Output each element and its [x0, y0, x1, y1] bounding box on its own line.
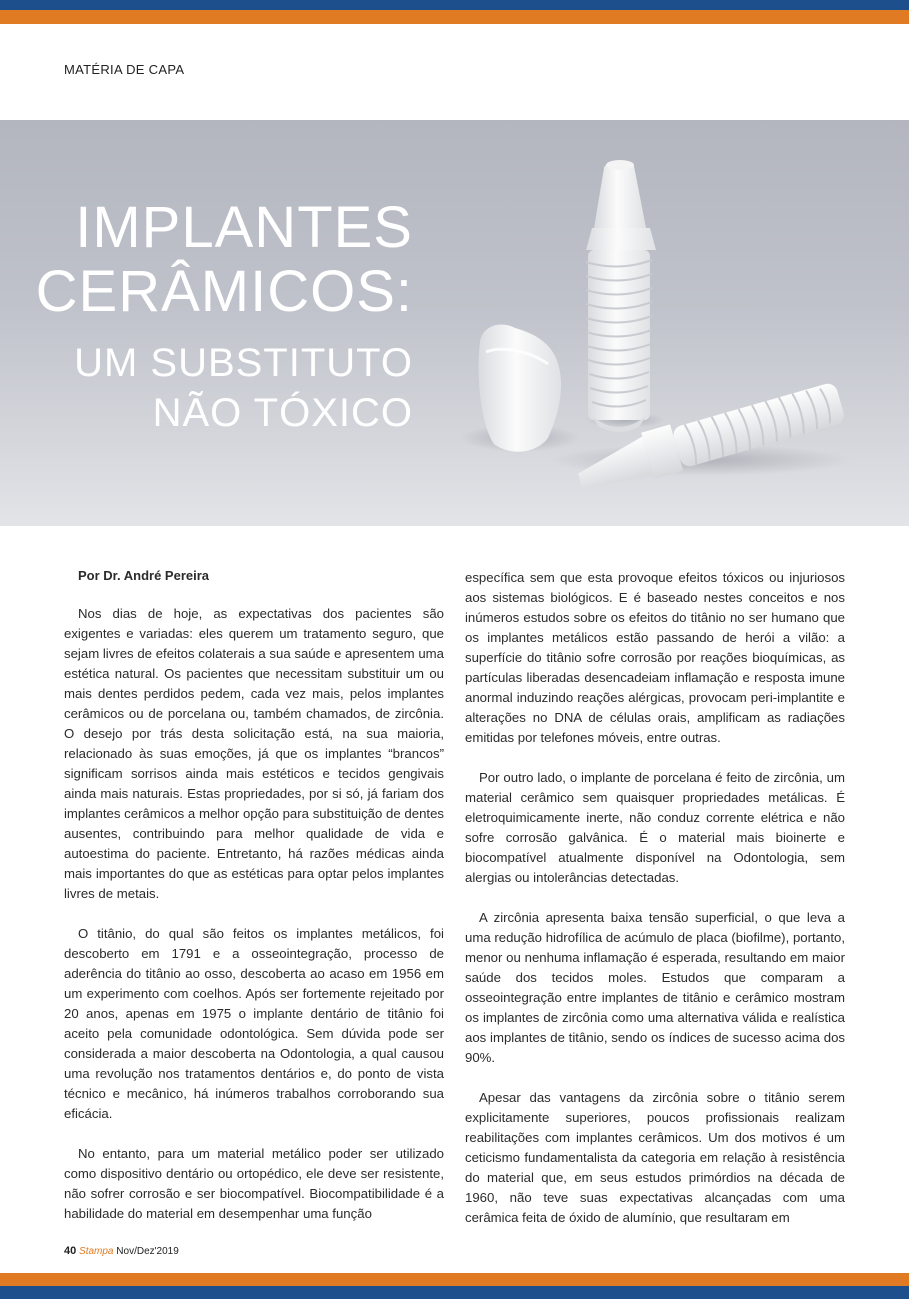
- paragraph: No entanto, para um material metálico poder ser utilizado como dispositivo dentário ou ortopédico, ele deve ser resistente, não sofrer corrosão e ser biocompatível. Biocompatibilidade é a habilidade do material em desempenhar uma função: [64, 1146, 444, 1221]
- article-column-right: [465, 568, 845, 1248]
- section-label: MATÉRIA DE CAPA: [64, 62, 185, 77]
- paragraph: Por outro lado, o implante de porcelana é feito de zircônia, um material cerâmico sem quaisquer propriedades metálicas. É eletroquimicamente inerte, não conduz corrente elétrica e não sofre corrosão galvânica. É o material mais bioinerte e biocompatível atualmente disponível na Odontologia, sem alergias ou intolerâncias detectadas.: [465, 770, 845, 885]
- title-line-2: CERÂMICOS:: [35, 259, 413, 324]
- issue-date: Nov/Dez'2019: [116, 1246, 179, 1257]
- magazine-brand: Stampa: [79, 1246, 114, 1257]
- subtitle-line-2: NÃO TÓXICO: [152, 391, 413, 435]
- title-line-1: IMPLANTES: [75, 195, 413, 260]
- paragraph: Nos dias de hoje, as expectativas dos pacientes são exigentes e variadas: eles querem um tratamento seguro, que sejam livres de efeitos colaterais a sua saúde e apresentem uma estética natural. Os pacientes que necessitam substituir um ou mais dentes perdidos pedem, cada vez mais, pelos implantes cerâmicos ou de porcelana ou, também chamados, de zircônia. O desejo por trás desta solicitação está, na sua maioria, relacionado às suas emoções, já que os implantes “brancos” significam sorrisos ainda mais estéticos e tecidos gengivais ainda mais naturais. Estas propriedades, por si só, já fariam dos implantes cerâmicos a melhor opção para substituição de dentes ausentes, contribuindo para melhor qualidade de vida e autoestima do paciente. Entretanto, há razões médicas ainda mais importantes do que as estéticas para optar pelos implantes livres de metais.: [64, 606, 444, 901]
- paragraph: O titânio, do qual são feitos os implantes metálicos, foi descoberto em 1791 e a osseointegração, processo de aderência do titânio ao osso, descoberta ao acaso em 1956 em um experimento com coelhos. Após ser fortemente rejeitado por 20 anos, apenas em 1975 o implante dentário de titânio foi aceito pela comunidade odontológica. Sem dúvida pode ser considerada a maior descoberta na Odontologia, a qual causou uma revolução nos tratamentos dentários e, do ponto de vista técnico e mecânico, há inúmeros trabalhos corroborando sua eficácia.: [64, 926, 444, 1121]
- page-footer: [64, 1245, 179, 1257]
- bottom-orange-bar: [0, 1273, 909, 1286]
- article-column-left: [64, 566, 444, 1244]
- byline: Por Dr. André Pereira: [78, 568, 210, 583]
- paragraph: A zircônia apresenta baixa tensão superficial, o que leva a uma redução hidrofílica de acúmulo de placa (biofilme), portanto, menor ou nenhuma inflamação é esperada, resultando em maior saúde dos tecidos moles. Estudos que comparam a osseointegração entre implantes de titânio e cerâmico mostram os implantes de zircônia como uma alternativa válida e realística aos implantes de titânio, sendo os índices de sucesso acima dos 90%.: [465, 910, 845, 1065]
- paragraph-continuation: específica sem que esta provoque efeitos tóxicos ou injuriosos aos sistemas biológicos. E é baseado nestes conceitos e nos inúmeros estudos sobre os efeitos do titânio no ser humano que os implantes metálicos estão passando de herói a vilão: a superfície do titânio sofre corrosão por reações bioquímicas, as partículas liberadas desencadeiam inflamação e resposta imune anormal induzindo reações alérgicas, provocam peri-implantite e alterações no DNA de células orais, amplificam as radiações emitidas por telefones móveis, entre outras.: [465, 570, 845, 745]
- subtitle-line-1: UM SUBSTITUTO: [74, 341, 413, 385]
- paragraph: Apesar das vantagens da zircônia sobre o titânio serem explicitamente superiores, poucos profissionais realizam reabilitações com implantes cerâmicos. Um dos motivos é um ceticismo fundamentalista da categoria em relação à resistência do material que, em seus estudos primórdios na década de 1960, não teve suas expectativas alcançadas com uma cerâmica feita de óxido de alumínio, que resultaram em: [465, 1090, 845, 1225]
- top-orange-bar: [0, 10, 909, 24]
- page-number: 40: [64, 1245, 77, 1257]
- hero-banner: [0, 120, 909, 526]
- top-blue-bar: [0, 0, 909, 10]
- bottom-blue-bar: [0, 1286, 909, 1299]
- article-title: [36, 196, 413, 438]
